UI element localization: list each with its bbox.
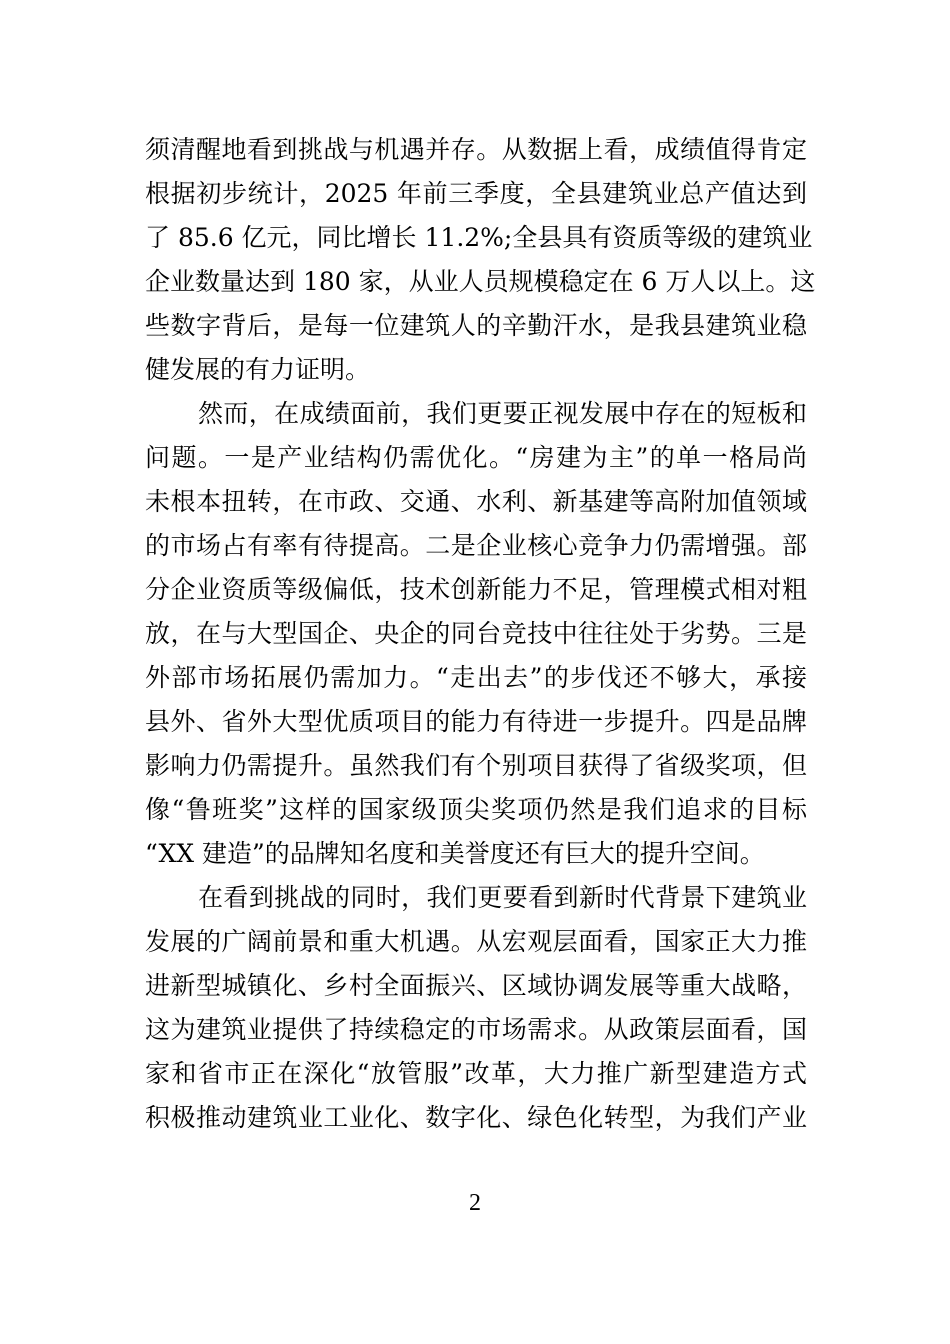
page-number: 2 <box>469 1190 481 1216</box>
text-line: 外部市场拓展仍需加力。“走出去”的步伐还不够大，承接 <box>145 663 807 692</box>
text-line: 发展的广阔前景和重大机遇。从宏观层面看，国家正大力推 <box>145 927 807 956</box>
text-line: 进新型城镇化、乡村全面振兴、区域协调发展等重大战略， <box>145 971 807 1000</box>
text-line: “XX 建造”的品牌知名度和美誉度还有巨大的提升空间。 <box>145 839 765 868</box>
text-line: 分企业资质等级偏低，技术创新能力不足，管理模式相对粗 <box>145 575 807 604</box>
text-line: 像“鲁班奖”这样的国家级顶尖奖项仍然是我们追求的目标 <box>145 795 807 824</box>
text-line: 些数字背后，是每一位建筑人的辛勤汗水，是我县建筑业稳 <box>145 311 807 340</box>
text-line: 了 85.6 亿元，同比增长 11.2%;全县具有资质等级的建筑业 <box>145 223 813 252</box>
text-line: 放，在与大型国企、央企的同台竞技中往往处于劣势。三是 <box>145 619 807 648</box>
text-line: 家和省市正在深化“放管服”改革，大力推广新型建造方式 <box>145 1059 807 1088</box>
text-line: 县外、省外大型优质项目的能力有待进一步提升。四是品牌 <box>145 707 807 736</box>
text-line: 问题。一是产业结构仍需优化。“房建为主”的单一格局尚 <box>145 443 807 472</box>
text-line: 的市场占有率有待提高。二是企业核心竞争力仍需增强。部 <box>145 531 807 560</box>
text-line: 积极推动建筑业工业化、数字化、绿色化转型，为我们产业 <box>145 1103 807 1132</box>
text-line: 未根本扭转，在市政、交通、水利、新基建等高附加值领域 <box>145 487 807 516</box>
text-line: 然而，在成绩面前，我们更要正视发展中存在的短板和 <box>198 399 807 428</box>
text-line: 企业数量达到 180 家，从业人员规模稳定在 6 万人以上。这 <box>145 267 816 296</box>
text-line: 影响力仍需提升。虽然我们有个别项目获得了省级奖项，但 <box>145 751 807 780</box>
text-line: 这为建筑业提供了持续稳定的市场需求。从政策层面看，国 <box>145 1015 807 1044</box>
text-line: 须清醒地看到挑战与机遇并存。从数据上看，成绩值得肯定 <box>145 135 807 164</box>
text-line: 根据初步统计，2025 年前三季度，全县建筑业总产值达到 <box>145 179 807 208</box>
text-line: 在看到挑战的同时，我们更要看到新时代背景下建筑业 <box>198 883 807 912</box>
text-line: 健发展的有力证明。 <box>145 355 371 384</box>
